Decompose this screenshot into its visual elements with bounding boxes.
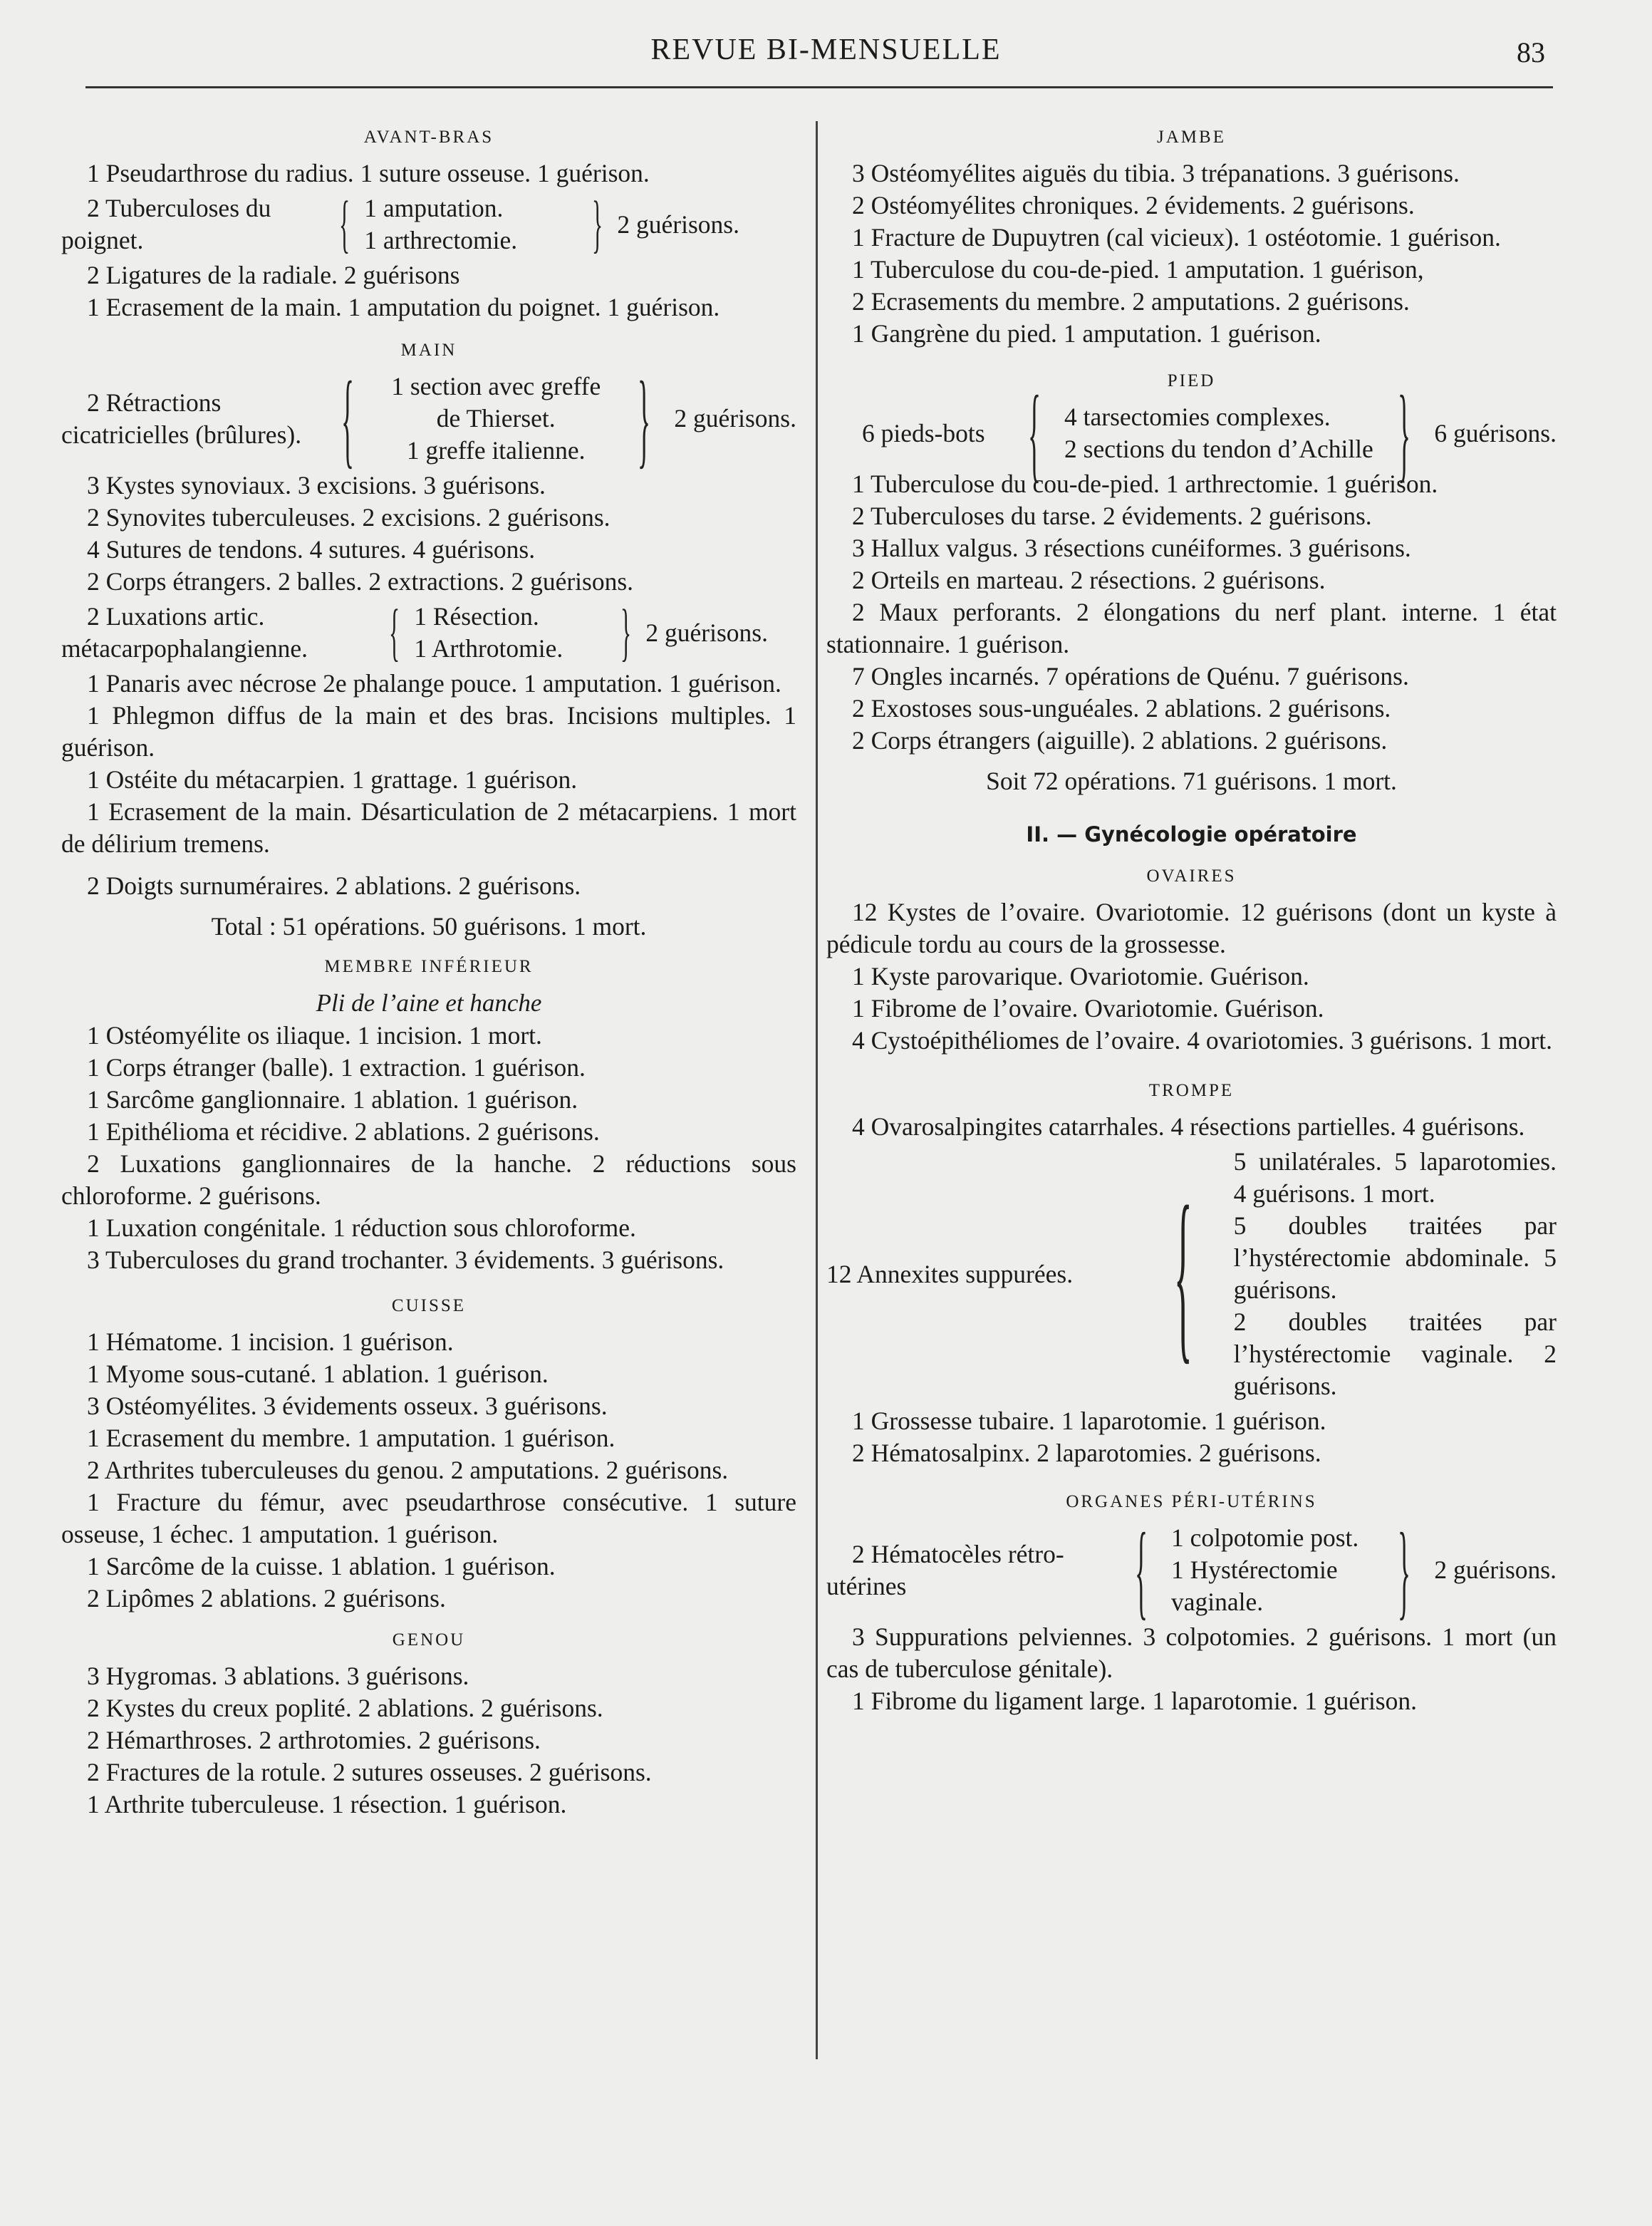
entry: 1 Fibrome du ligament large. 1 laparotomie. 1 guérison. [852, 1687, 1417, 1715]
entry: 3 Tuberculoses du grand trochanter. 3 évidements. 3 guérisons. [87, 1246, 724, 1274]
brace-items [1234, 1146, 1557, 1402]
entry: 1 Fibrome de l’ovaire. Ovariotomie. Guérison. [852, 994, 1324, 1023]
brace-right: } [1398, 1511, 1411, 1630]
entry: 1 Fracture de Dupuytren (cal vicieux). 1 ostéotomie. 1 guérison. [852, 223, 1501, 252]
entry: 1 Corps étranger (balle). 1 extraction. 1 guérison. [87, 1053, 586, 1082]
section-title-cuisse: CUISSE [391, 1296, 467, 1315]
brace-label: 2 Tuberculoses du poignet. [61, 194, 271, 254]
brace-item: 2 sections du tendon d’Achille [1064, 435, 1373, 463]
brace-item: 5 unilatérales. 5 laparotomies. 4 guérisons. 1 mort. [1233, 1147, 1557, 1208]
section-title-organes-peri-uterins: ORGANES PÉRI-UTÉRINS [1066, 1492, 1317, 1511]
brace-items [364, 192, 578, 257]
brace-left: { [1028, 374, 1041, 492]
entry: 2 Fractures de la rotule. 2 sutures osseuses. 2 guérisons. [87, 1758, 652, 1786]
entry: 2 Luxations ganglionnaires de la hanche. 2 réductions sous chloroforme. 2 guérisons. [61, 1149, 796, 1210]
entry: 2 Maux perforants. 2 élongations du nerf plant. interne. 1 état stationnaire. 1 guérison. [826, 598, 1557, 658]
entry: 2 Orteils en marteau. 2 résections. 2 guérisons. [852, 566, 1326, 594]
entry: 1 Ecrasement de la main. Désarticulation de 2 métacarpiens. 1 mort de délirium tremens. [61, 797, 796, 858]
section-title-genou: GENOU [392, 1630, 466, 1650]
brace-item: 1 section avec greffe de Thierset. [391, 372, 601, 433]
brace-result: 6 guérisons. [1434, 418, 1557, 447]
entry: 1 Tuberculose du cou-de-pied. 1 arthrectomie. 1 guérison. [852, 470, 1438, 498]
page-header [0, 33, 1652, 76]
left-column [61, 118, 796, 1821]
entry: 1 Ecrasement de la main. 1 amputation du poignet. 1 guérison. [87, 293, 720, 321]
running-title: REVUE BI-MENSUELLE [650, 33, 1002, 66]
brace-items [1064, 401, 1374, 465]
brace-label: 2 Hématocèles rétro-utérines [826, 1539, 1064, 1600]
entry: 3 Hygromas. 3 ablations. 3 guérisons. [87, 1662, 469, 1690]
section-title-ovaires: OVAIRES [1146, 866, 1237, 886]
column-divider [816, 121, 818, 2059]
entry: 1 Sarcôme de la cuisse. 1 ablation. 1 guérison. [87, 1552, 556, 1580]
entry: 3 Hallux valgus. 3 résections cunéiformes. 3 guérisons. [852, 534, 1411, 562]
chapter-heading: II. — Gynécologie opératoire [1026, 822, 1357, 847]
entry: 3 Ostéomyélites aiguës du tibia. 3 trépanations. 3 guérisons. [852, 159, 1460, 187]
entry: 2 Exostoses sous-unguéales. 2 ablations. 2 guérisons. [852, 694, 1391, 723]
brace-item: 1 Hystérectomie vaginale. [1171, 1555, 1338, 1616]
entry: 3 Ostéomyélites. 3 évidements osseux. 3 guérisons. [87, 1392, 608, 1420]
brace-result: 2 guérisons. [645, 618, 768, 647]
brace-left: { [1135, 1511, 1148, 1630]
entry: 2 Hématosalpinx. 2 laparotomies. 2 guérisons. [852, 1439, 1321, 1467]
section-title-pied: PIED [1167, 371, 1216, 390]
brace-items [378, 371, 614, 467]
brace-right: } [1398, 374, 1411, 492]
entry: 2 Ligatures de la radiale. 2 guérisons [87, 261, 460, 289]
entry: 7 Ongles incarnés. 7 opérations de Quénu. 7 guérisons. [852, 662, 1409, 690]
brace-result: 2 guérisons. [617, 209, 739, 239]
entry: 4 Ovarosalpingites catarrhales. 4 résections partielles. 4 guérisons. [852, 1112, 1525, 1141]
brace-item: 1 Résection. [414, 602, 539, 631]
header-rule [85, 86, 1553, 88]
page-number: 83 [1517, 36, 1545, 68]
brace-group [826, 1146, 1557, 1402]
brace-right: } [638, 359, 651, 478]
entry: 1 Phlegmon diffus de la main et des bras. Incisions multiples. 1 guérison. [61, 701, 796, 762]
section-title-main: MAIN [400, 341, 457, 360]
brace-label: 2 Luxations artic. métacarpophalangienne. [61, 602, 308, 663]
brace-left: { [339, 189, 350, 259]
entry: 2 Tuberculoses du tarse. 2 évidements. 2 guérisons. [852, 502, 1372, 530]
brace-item: 5 doubles traitées par l’hystérectomie abdominale. 5 guérisons. [1233, 1211, 1557, 1304]
section-total: Total : 51 opérations. 50 guérisons. 1 mort. [211, 912, 647, 941]
brace-item: 1 greffe italienne. [406, 436, 586, 465]
brace-items [1171, 1522, 1374, 1618]
brace-result: 2 guérisons. [674, 404, 796, 433]
brace-label: 6 pieds-bots [862, 418, 985, 447]
entry: 1 Epithélioma et récidive. 2 ablations. 2 guérisons. [87, 1117, 600, 1146]
brace-item: 2 doubles traitées par l’hystérectomie vaginale. 2 guérisons. [1233, 1308, 1557, 1400]
entry: 1 Hématome. 1 incision. 1 guérison. [87, 1327, 454, 1356]
brace-group [61, 359, 796, 478]
entry: 2 Ecrasements du membre. 2 amputations. 2 guérisons. [852, 287, 1410, 316]
entry: 1 Kyste parovarique. Ovariotomie. Guérison. [852, 962, 1309, 990]
brace-items [414, 601, 606, 665]
entry: 1 Sarcôme ganglionnaire. 1 ablation. 1 guérison. [87, 1085, 578, 1114]
brace-group [826, 1511, 1557, 1630]
section-title-avant-bras: AVANT-BRAS [363, 128, 494, 147]
brace-group [61, 597, 796, 668]
brace-item: 1 amputation. [364, 194, 504, 222]
entry: 2 Arthrites tuberculeuses du genou. 2 amputations. 2 guérisons. [87, 1456, 729, 1484]
entry: 3 Suppurations pelviennes. 3 colpotomies. 2 guérisons. 1 mort (un cas de tuberculose génitale). [826, 1622, 1557, 1683]
entry: 2 Lipômes 2 ablations. 2 guérisons. [87, 1584, 446, 1612]
entry: 1 Myome sous-cutané. 1 ablation. 1 guérison. [87, 1360, 549, 1388]
brace-group [61, 189, 796, 259]
brace-label: 12 Annexites suppurées. [826, 1259, 1074, 1288]
brace-item: 4 tarsectomies complexes. [1064, 403, 1331, 431]
brace-right: } [620, 597, 632, 668]
entry: 2 Doigts surnuméraires. 2 ablations. 2 guérisons. [87, 871, 581, 900]
section-total: Soit 72 opérations. 71 guérisons. 1 mort. [986, 767, 1397, 795]
entry: 4 Sutures de tendons. 4 sutures. 4 guérisons. [87, 535, 536, 564]
entry: 1 Gangrène du pied. 1 amputation. 1 guérison. [852, 319, 1321, 348]
subsection-title: Pli de l’aine et hanche [316, 989, 542, 1017]
section-title-membre-inferieur: MEMBRE INFÉRIEUR [324, 957, 534, 976]
brace-label: 2 Rétractions cicatricielles (brûlures). [61, 388, 302, 449]
entry: 1 Luxation congénitale. 1 réduction sous chloroforme. [87, 1213, 636, 1242]
entry: 2 Corps étrangers (aiguille). 2 ablations. 2 guérisons. [852, 726, 1388, 755]
brace-item: 1 Arthrotomie. [414, 634, 563, 663]
entry: 1 Panaris avec nécrose 2e phalange pouce. 1 amputation. 1 guérison. [87, 669, 781, 698]
entry: 1 Pseudarthrose du radius. 1 suture osseuse. 1 guérison. [87, 159, 650, 187]
entry: 1 Grossesse tubaire. 1 laparotomie. 1 guérison. [852, 1407, 1326, 1435]
entry: 2 Corps étrangers. 2 balles. 2 extractions. 2 guérisons. [87, 567, 634, 596]
entry: 2 Kystes du creux poplité. 2 ablations. 2 guérisons. [87, 1694, 603, 1722]
entry: 2 Synovites tuberculeuses. 2 excisions. 2 guérisons. [87, 503, 611, 532]
entry: 1 Ostéomyélite os iliaque. 1 incision. 1 mort. [87, 1021, 542, 1050]
entry: 1 Tuberculose du cou-de-pied. 1 amputation. 1 guérison, [852, 255, 1424, 284]
entry: 2 Hémarthroses. 2 arthrotomies. 2 guérisons. [87, 1726, 541, 1754]
entry: 1 Ecrasement du membre. 1 amputation. 1 guérison. [87, 1424, 615, 1452]
entry: 2 Ostéomyélites chroniques. 2 évidements. 2 guérisons. [852, 191, 1415, 219]
entry: 4 Cystoépithéliomes de l’ovaire. 4 ovariotomies. 3 guérisons. 1 mort. [852, 1026, 1552, 1055]
entry: 1 Ostéite du métacarpien. 1 grattage. 1 guérison. [87, 765, 578, 794]
brace-left: { [341, 359, 354, 478]
entry: 1 Arthrite tuberculeuse. 1 résection. 1 guérison. [87, 1790, 567, 1818]
entry: 12 Kystes de l’ovaire. Ovariotomie. 12 guérisons (dont un kyste à pédicule tordu au cours de la grossesse. [826, 898, 1557, 958]
brace-left: { [389, 597, 400, 668]
brace-result: 2 guérisons. [1434, 1555, 1557, 1584]
entry: 3 Kystes synoviaux. 3 excisions. 3 guérisons. [87, 471, 546, 499]
brace-item: 1 arthrectomie. [364, 226, 518, 254]
brace-left: { [1173, 1167, 1193, 1380]
right-column [826, 118, 1557, 1717]
entry: 1 Fracture du fémur, avec pseudarthrose consécutive. 1 suture osseuse, 1 échec. 1 amputation. 1 guérison. [61, 1488, 796, 1548]
brace-item: 1 colpotomie post. [1171, 1523, 1359, 1552]
section-title-jambe: JAMBE [1157, 128, 1226, 147]
section-title-trompe: TROMPE [1148, 1081, 1235, 1100]
brace-right: } [592, 189, 603, 259]
